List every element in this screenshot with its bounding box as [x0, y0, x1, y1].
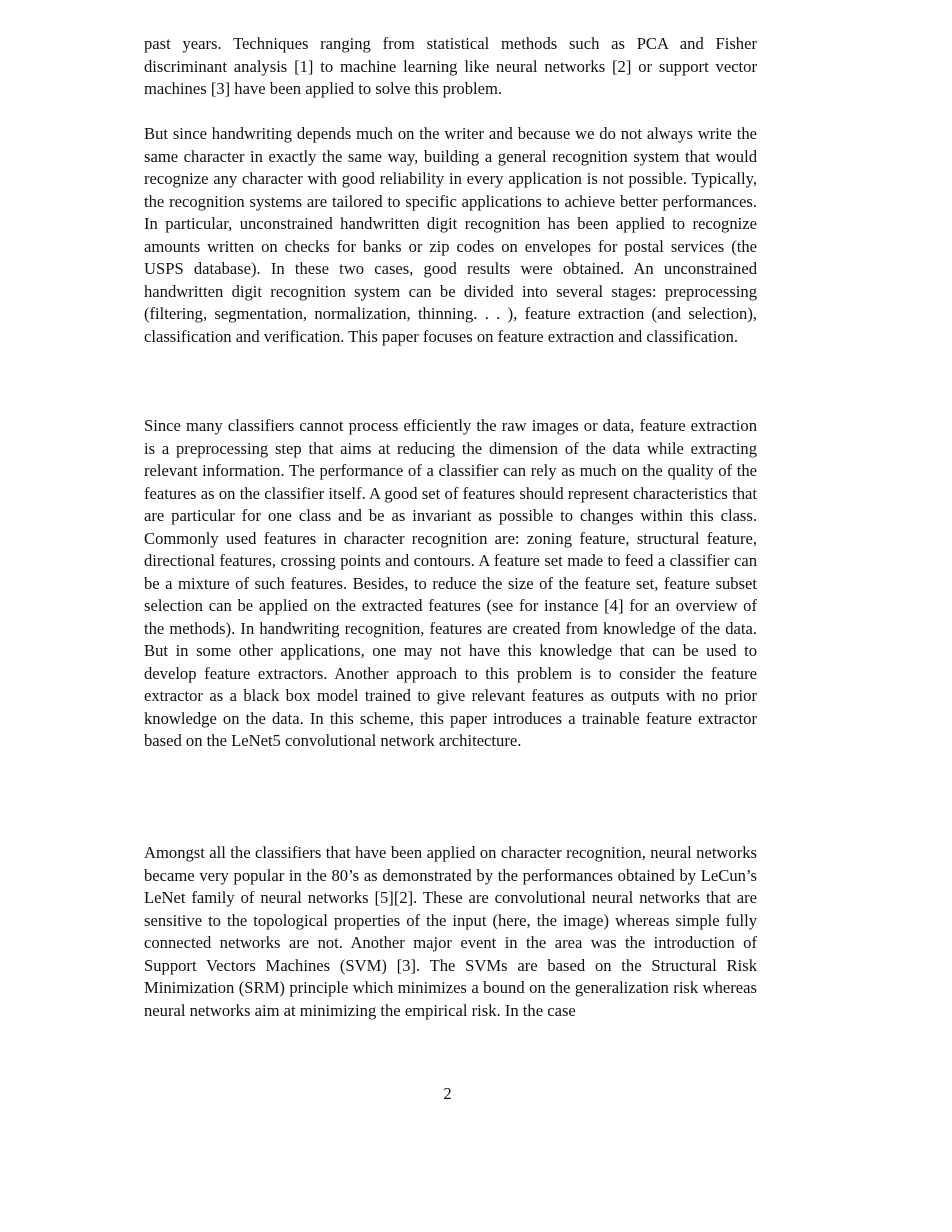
paragraph-classifiers: Amongst all the classifiers that have been applied on character recognition, neural networks became very popular in the 80’s as demonstrated by the performances obtained by LeCun’s LeNet family of neural networks [5][2]. These are convolutional neural networks that are sensitive to the topological properties of the input (here, the image) whereas simple fully connected networks are not. Another major event in the area was the introduction of Support Vectors Machines (SVM) [3]. The SVMs are based on the Structural Risk Minimization (SRM) principle which minimizes a bound on the generalization risk whereas neural networks aim at minimizing the empirical risk. In the case	[144, 843, 757, 1020]
paragraph-feature-extraction: Since many classifiers cannot process efficiently the raw images or data, feature extraction is a preprocessing step that aims at reducing the dimension of the data while extracting relevant information. The performance of a classifier can rely as much on the quality of the features as on the classifier itself. A good set of features should represent characteristics that are particular for one class and be as invariant as possible to changes within this class. Commonly used features in character recognition are: zoning feature, structural feature, directional features, crossing points and contours. A feature set made to feed a classifier can be a mixture of such features. Besides, to reduce the size of the feature set, feature subset selection can be applied on the extracted features (see for instance [4] for an overview of the methods). In handwriting recognition, features are created from knowledge of the data. But in some other applications, one may not have this knowledge that can be used to develop feature extractors. Another approach to this problem is to consider the feature extractor as a black box model trained to give relevant features as outputs with no prior knowledge on the data. In this scheme, this paper introduces a trainable feature extractor based on the LeNet5 convolutional network architecture.	[144, 416, 757, 750]
paragraph-intro-continuation: past years. Techniques ranging from statistical methods such as PCA and Fisher discriminant analysis [1] to machine learning like neural networks [2] or support vector machines [3] have been applied to solve this problem.	[144, 34, 757, 98]
paragraph-handwriting-variability: But since handwriting depends much on the writer and because we do not always write the same character in exactly the same way, building a general recognition system that would recognize any character with good reliability in every application is not possible. Typically, the recognition systems are tailored to specific applications to achieve better performances. In particular, unconstrained handwritten digit recognition has been applied to recognize amounts written on checks for banks or zip codes on envelopes for postal services (the USPS database). In these two cases, good results were obtained. An unconstrained handwritten digit recognition system can be divided into several stages: preprocessing (filtering, segmentation, normalization, thinning. . . ), feature extraction (and selection), classification and verification. This paper focuses on feature extraction and classification.	[144, 124, 757, 346]
page-number: 2	[443, 1084, 452, 1103]
